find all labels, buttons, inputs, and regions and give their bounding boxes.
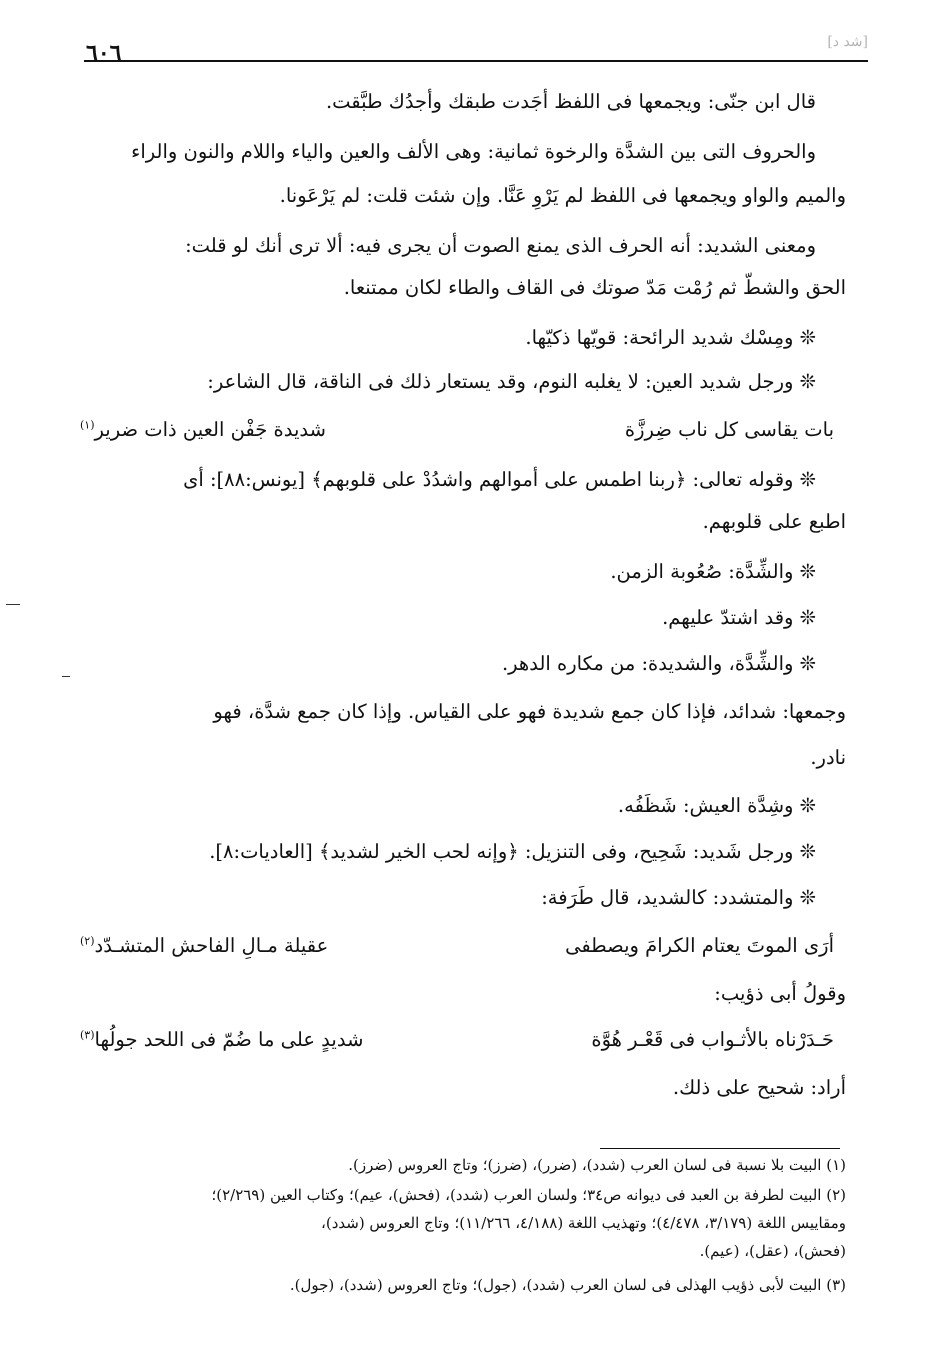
text-line: ❊ ورجل شَديد: شَحِيح، وفى التنزيل: ﴿وإنه لحب الخير لشديد﴾ [العاديات:٨]. <box>209 840 816 863</box>
text-line: قال ابن جنّى: ويجمعها فى اللفظ أجَدت طبقك وأجدُك طبَّقت. <box>325 90 816 113</box>
verse-hemistich: حَـدَرْناه بالأثـواب فى قَعْـر هُوَّة <box>591 1028 834 1051</box>
text-line: نادر. <box>810 746 846 769</box>
text-line: ❊ ومِسْك شديد الرائحة: قويّها ذكيّها. <box>525 326 816 349</box>
footnote-ref: (٣) <box>80 1028 95 1042</box>
footnote: ومقاييس اللغة (٣/١٧٩، ٤/٤٧٨)؛ وتهذيب اللغة (٤/١٨٨، ١١/٢٦٦)؛ وتاج العروس (شدد)، <box>321 1214 846 1232</box>
text-line: ❊ والشِّدَّة، والشديدة: من مكاره الدهر. <box>501 652 816 675</box>
text-line: وجمعها: شدائد، فإذا كان جمع شديدة فهو على القياس. وإذا كان جمع شدَّة، فهو <box>213 700 846 723</box>
header-rule <box>84 60 868 62</box>
text-line: ❊ ورجل شديد العين: لا يغلبه النوم، وقد يستعار ذلك فى الناقة، قال الشاعر: <box>207 370 816 393</box>
footnote: (٣) البيت لأبى ذؤيب الهذلى فى لسان العرب (شدد)، (جول)؛ وتاج العروس (شدد)، (جول). <box>289 1276 846 1294</box>
footnote: (فحش)، (عقل)، (عيم). <box>699 1242 846 1260</box>
text-line: أراد: شحيح على ذلك. <box>672 1076 846 1099</box>
verse-hemistich: عقيلة مـالِ الفاحش المتشـدّد$^{(٢)}$ <box>80 934 329 957</box>
footnote: (٢) البيت لطرفة بن العبد فى ديوانه ص٣٤؛ ولسان العرب (شدد)، (فحش)، عيم)؛ وكتاب العين (٢/٢٦٩)؛ <box>211 1186 846 1204</box>
page-number: ٦٠٦ <box>86 40 122 66</box>
running-header: [شد د] <box>827 34 868 50</box>
text-line: اطبع على قلوبهم. <box>702 510 846 533</box>
verse-hemistich: شديدة جَفْن العين ذات ضرير$^{(١)}$ <box>80 418 326 441</box>
text-line: والحروف التى بين الشدَّة والرخوة ثمانية: وهى الألف والعين والياء واللام والنون والراء <box>131 140 816 163</box>
text-line: ومعنى الشديد: أنه الحرف الذى يمنع الصوت أن يجرى فيه: ألا ترى أنك لو قلت: <box>185 234 816 257</box>
text-line: والميم والواو ويجمعها فى اللفظ لم يَرْوِ عَنَّا. وإن شئت قلت: لم يَرْعَونا. <box>279 184 846 207</box>
text-line: ❊ والمتشدد: كالشديد، قال طَرَفة: <box>541 886 816 909</box>
footnote: (١) البيت بلا نسبة فى لسان العرب (شدد)، (ضرر)، (ضرز)؛ وتاج العروس (ضرز). <box>348 1156 846 1174</box>
text-line: ❊ وشِدَّة العيش: شَظَفُه. <box>617 794 816 817</box>
footnote-ref: (٢) <box>80 934 95 948</box>
margin-mark <box>6 604 20 605</box>
text-line: ❊ وقوله تعالى: ﴿ربنا اطمس على أموالهم واشدُدْ على قلوبهم﴾ [يونس:٨٨]: أى <box>183 468 816 491</box>
text-line: وقولُ أبى ذؤيب: <box>714 982 846 1005</box>
margin-mark <box>62 676 70 677</box>
footnote-rule <box>600 1148 840 1149</box>
verse-hemistich: شديدٍ على ما ضُمّ فى اللحد جولُها$^{(٣)}$ <box>80 1028 364 1051</box>
verse-hemistich: بات يقاسى كل ناب ضِرزَّة <box>624 418 834 441</box>
text-line: ❊ والشِّدَّة: صُعُوبة الزمن. <box>610 560 816 583</box>
text-line: الحق والشطّ ثم رُمْت مَدّ صوتك فى القاف والطاء لكان ممتنعا. <box>343 276 846 299</box>
text-line: ❊ وقد اشتدّ عليهم. <box>662 606 816 629</box>
footnote-ref: (١) <box>80 418 95 432</box>
verse-hemistich: أرَى الموتَ يعتام الكرامَ ويصطفى <box>565 934 834 957</box>
